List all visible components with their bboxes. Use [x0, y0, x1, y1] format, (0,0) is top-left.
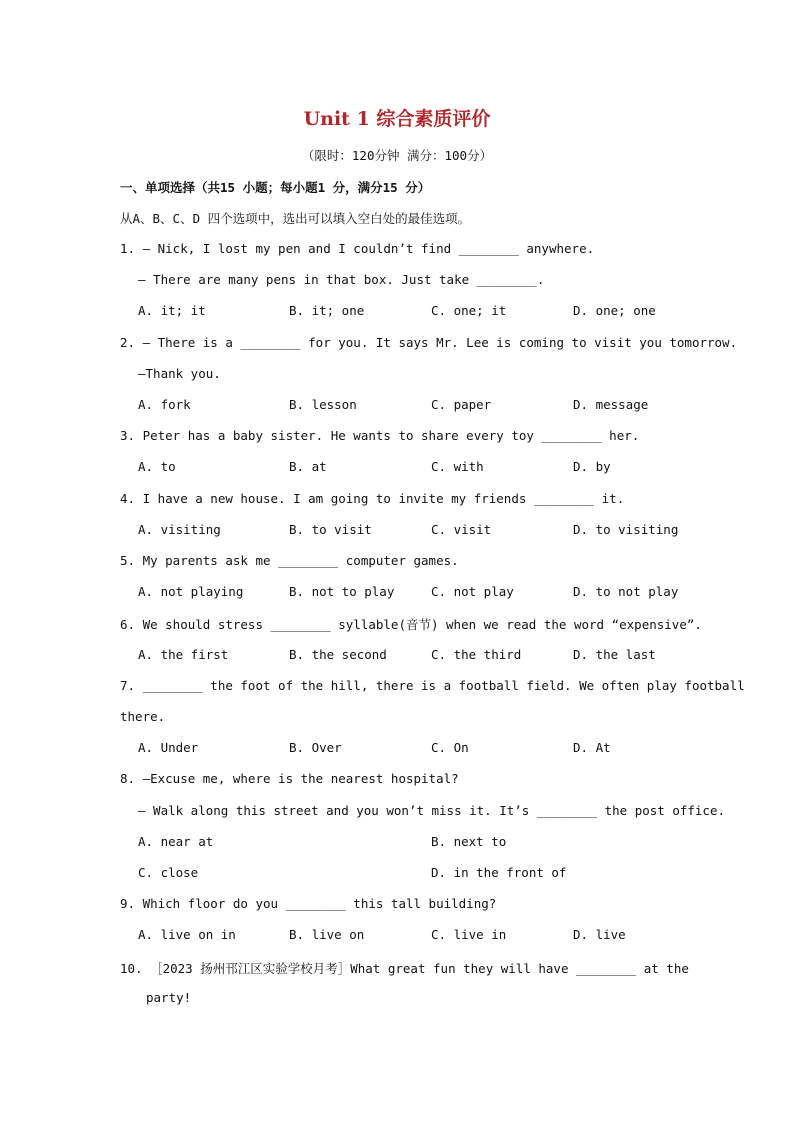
- question-1-option-a: A. it; it: [138, 303, 206, 318]
- question-5-option-a: A. not playing: [138, 584, 244, 599]
- question-2-option-b: B. lesson: [289, 397, 357, 412]
- question-8-option-c: C. close: [138, 865, 199, 880]
- question-8-option-b: B. next to: [431, 834, 507, 849]
- question-1-option-b: B. it; one: [289, 303, 365, 318]
- question-5-option-d: D. to not play: [573, 584, 679, 599]
- section-heading: 一、单项选择（共15 小题；每小题1 分，满分15 分）: [120, 180, 431, 195]
- question-7-option-c: C. On: [431, 740, 469, 755]
- question-2-option-c: C. paper: [431, 397, 492, 412]
- question-1-option-c: C. one; it: [431, 303, 507, 318]
- question-7-text: 7. ________ the foot of the hill, there is a football field. We often play football: [120, 678, 745, 693]
- question-5-option-b: B. not to play: [289, 584, 395, 599]
- question-6-option-b: B. the second: [289, 647, 387, 662]
- question-4-option-d: D. to visiting: [573, 522, 679, 537]
- question-7-option-b: B. Over: [289, 740, 342, 755]
- question-10-text-cont: party!: [146, 990, 192, 1005]
- question-8-option-d: D. in the front of: [431, 865, 567, 880]
- question-10-text: 10. ［2023 扬州邗江区实验学校月考］What great fun they will have ________ at the: [120, 961, 689, 976]
- question-4-option-b: B. to visit: [289, 522, 372, 537]
- page-title: Unit 1 综合素质评价: [303, 108, 491, 130]
- question-3-option-d: D. by: [573, 459, 611, 474]
- question-7-text-cont: there.: [120, 709, 166, 724]
- question-2-option-d: D. message: [573, 397, 649, 412]
- question-4-option-c: C. visit: [431, 522, 492, 537]
- question-4-option-a: A. visiting: [138, 522, 221, 537]
- question-6-text: 6. We should stress ________ syllable(音节) when we read the word “expensive”.: [120, 617, 702, 632]
- question-9-option-d: D. live: [573, 927, 626, 942]
- question-4-text: 4. I have a new house. I am going to invite my friends ________ it.: [120, 491, 625, 506]
- section-instruction: 从A、B、C、D 四个选项中，选出可以填入空白处的最佳选项。: [120, 211, 471, 226]
- question-5-option-c: C. not play: [431, 584, 514, 599]
- page-subtitle: （限时：120分钟 满分：100分）: [301, 148, 493, 163]
- question-3-text: 3. Peter has a baby sister. He wants to share every toy ________ her.: [120, 428, 640, 443]
- question-9-text: 9. Which floor do you ________ this tall building?: [120, 896, 497, 911]
- question-1-option-d: D. one; one: [573, 303, 656, 318]
- question-8-text: 8. —Excuse me, where is the nearest hospital?: [120, 771, 459, 786]
- question-3-option-c: C. with: [431, 459, 484, 474]
- question-8-option-a: A. near at: [138, 834, 214, 849]
- question-6-option-d: D. the last: [573, 647, 656, 662]
- question-6-option-c: C. the third: [431, 647, 522, 662]
- question-1-reply: — There are many pens in that box. Just take ________.: [138, 272, 545, 287]
- question-7-option-d: D. At: [573, 740, 611, 755]
- question-1-text: 1. — Nick, I lost my pen and I couldn’t find ________ anywhere.: [120, 241, 595, 256]
- question-8-reply: — Walk along this street and you won’t miss it. It’s ________ the post office.: [138, 803, 725, 818]
- question-6-option-a: A. the first: [138, 647, 229, 662]
- question-9-option-c: C. live in: [431, 927, 507, 942]
- question-3-option-a: A. to: [138, 459, 176, 474]
- question-2-text: 2. — There is a ________ for you. It says Mr. Lee is coming to visit you tomorrow.: [120, 335, 738, 350]
- question-3-option-b: B. at: [289, 459, 327, 474]
- question-7-option-a: A. Under: [138, 740, 199, 755]
- question-9-option-a: A. live on in: [138, 927, 236, 942]
- question-2-reply: —Thank you.: [138, 366, 221, 381]
- question-5-text: 5. My parents ask me ________ computer games.: [120, 553, 459, 568]
- question-9-option-b: B. live on: [289, 927, 365, 942]
- question-2-option-a: A. fork: [138, 397, 191, 412]
